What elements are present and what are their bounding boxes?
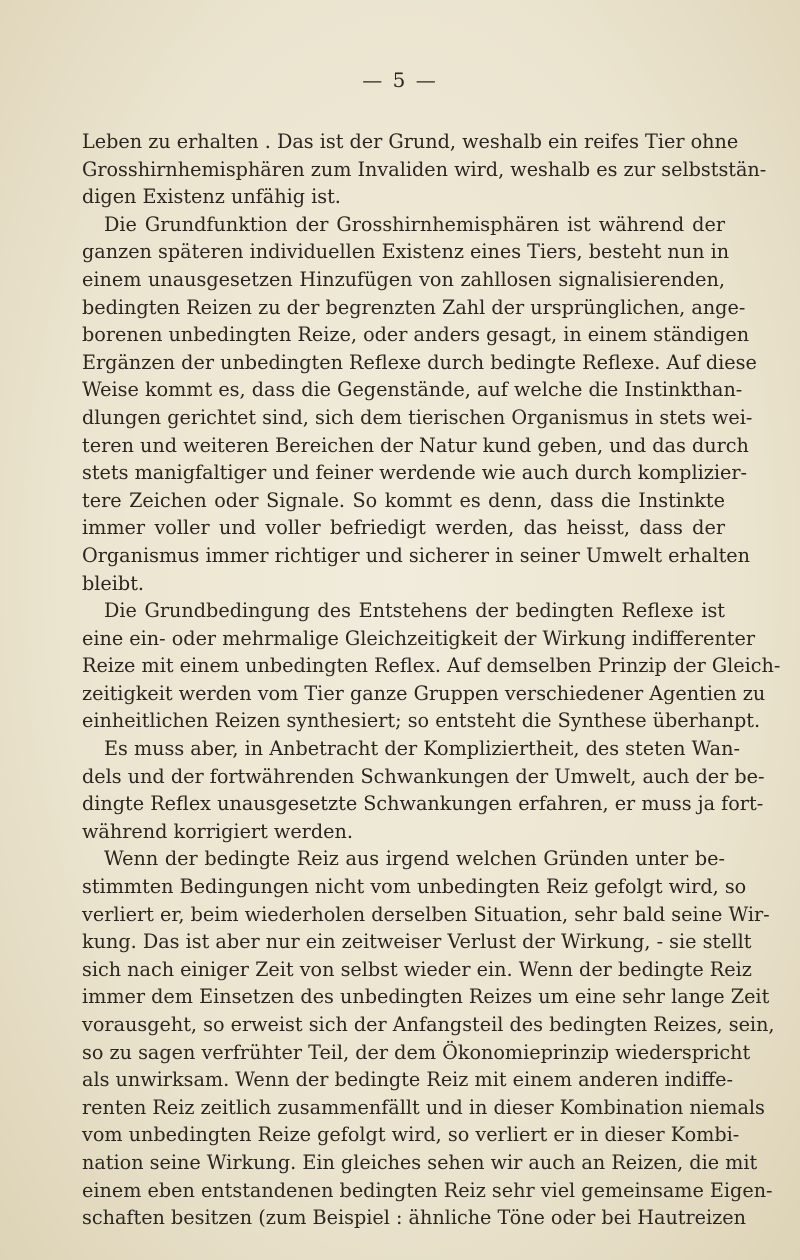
text-line: borenen unbedingten Reize, oder anders gesagt, in einem ständigen	[82, 323, 750, 347]
text-line: einem eben entstandenen bedingten Reiz sehr viel gemeinsame Eigen-	[82, 1178, 773, 1202]
text-line: Die Grundfunktion der Grosshirnhemisphären ist während der	[104, 212, 725, 236]
text-line: tere Zeichen oder Signale. So kommt es denn, dass die Instinkte	[82, 488, 725, 512]
text-line: Wenn der bedingte Reiz aus irgend welchen Gründen unter be-	[104, 847, 725, 871]
text-line: Reize mit einem unbedingten Reflex. Auf demselben Prinzip der Gleich-	[82, 654, 781, 678]
text-line: teren und weiteren Bereichen der Natur kund geben, und das durch	[82, 433, 749, 457]
text-line: so zu sagen verfrühter Teil, der dem Ökonomieprinzip wiederspricht	[82, 1040, 751, 1064]
text-line: als unwirksam. Wenn der bedingte Reiz mit einem anderen indiffe-	[82, 1068, 733, 1092]
text-line: Es muss aber, in Anbetracht der Kompliziertheit, des steten Wan-	[104, 737, 740, 761]
body-text	[82, 128, 781, 1232]
text-line: immer dem Einsetzen des unbedingten Reizes um eine sehr lange Zeit	[82, 985, 770, 1009]
text-line: Weise kommt es, dass die Gegenstände, auf welche die Instinkthan-	[82, 378, 743, 402]
text-line: eine ein- oder mehrmalige Gleichzeitigkeit der Wirkung indifferenter	[82, 626, 755, 650]
text-line: einheitlichen Reizen synthesiert; so entsteht die Synthese überhanpt.	[82, 709, 761, 733]
text-line: Grosshirnhemisphären zum Invaliden wird, weshalb es zur selbststän-	[82, 157, 767, 181]
text-line: Leben zu erhalten . Das ist der Grund, weshalb ein reifes Tier ohne	[82, 130, 739, 153]
text-line: dingte Reflex unausgesetzte Schwankungen erfahren, er muss ja fort-	[82, 792, 764, 816]
text-line: vorausgeht, so erweist sich der Anfangsteil des bedingten Reizes, sein,	[82, 1013, 775, 1036]
text-line: Ergänzen der unbedingten Reflexe durch bedingte Reflexe. Auf diese	[82, 350, 757, 374]
text-line: vom unbedingten Reize gefolgt wird, so verliert er in dieser Kombi-	[82, 1123, 740, 1147]
text-line: sich nach einiger Zeit von selbst wieder ein. Wenn der bedingte Reiz	[82, 957, 752, 981]
text-line: zeitigkeit werden vom Tier ganze Gruppen verschiedener Agentien zu	[82, 681, 766, 705]
text-line: renten Reiz zeitlich zusammenfällt und in dieser Kombination niemals	[82, 1095, 765, 1119]
text-line: stets manigfaltiger und feiner werdende wie auch durch komplizier-	[82, 461, 747, 485]
text-line: dlungen gerichtet sind, sich dem tierischen Organismus in stets wei-	[82, 405, 753, 429]
text-line: immer voller und voller befriedigt werden, das heisst, dass der	[82, 516, 725, 540]
text-line: bleibt.	[82, 571, 145, 595]
page-number: — 5 —	[362, 68, 438, 92]
text-line: kung. Das ist aber nur ein zeitweiser Verlust der Wirkung, - sie stellt	[82, 930, 752, 954]
text-line: während korrigiert werden.	[82, 819, 353, 843]
text-line: digen Existenz unfähig ist.	[82, 185, 341, 209]
text-line: einem unausgesetzen Hinzufügen von zahllosen signalisierenden,	[82, 267, 725, 291]
text-line: ganzen späteren individuellen Existenz eines Tiers, besteht nun in	[82, 240, 730, 264]
text-line: verliert er, beim wiederholen derselben Situation, sehr bald seine Wir-	[82, 902, 770, 926]
text-line: dels und der fortwährenden Schwankungen der Umwelt, auch der be-	[82, 764, 765, 788]
text-line: nation seine Wirkung. Ein gleiches sehen wir auch an Reizen, die mit	[82, 1150, 758, 1174]
text-line: schaften besitzen (zum Beispiel : ähnliche Töne oder bei Hautreizen	[82, 1206, 746, 1230]
text-line: stimmten Bedingungen nicht vom unbedingten Reiz gefolgt wird, so	[82, 875, 747, 899]
text-line: Die Grundbedingung des Entstehens der bedingten Reflexe ist	[104, 599, 725, 623]
text-line: Organismus immer richtiger und sicherer in seiner Umwelt erhalten	[82, 543, 751, 567]
text-line: bedingten Reizen zu der begrenzten Zahl der ursprünglichen, ange-	[82, 295, 746, 319]
